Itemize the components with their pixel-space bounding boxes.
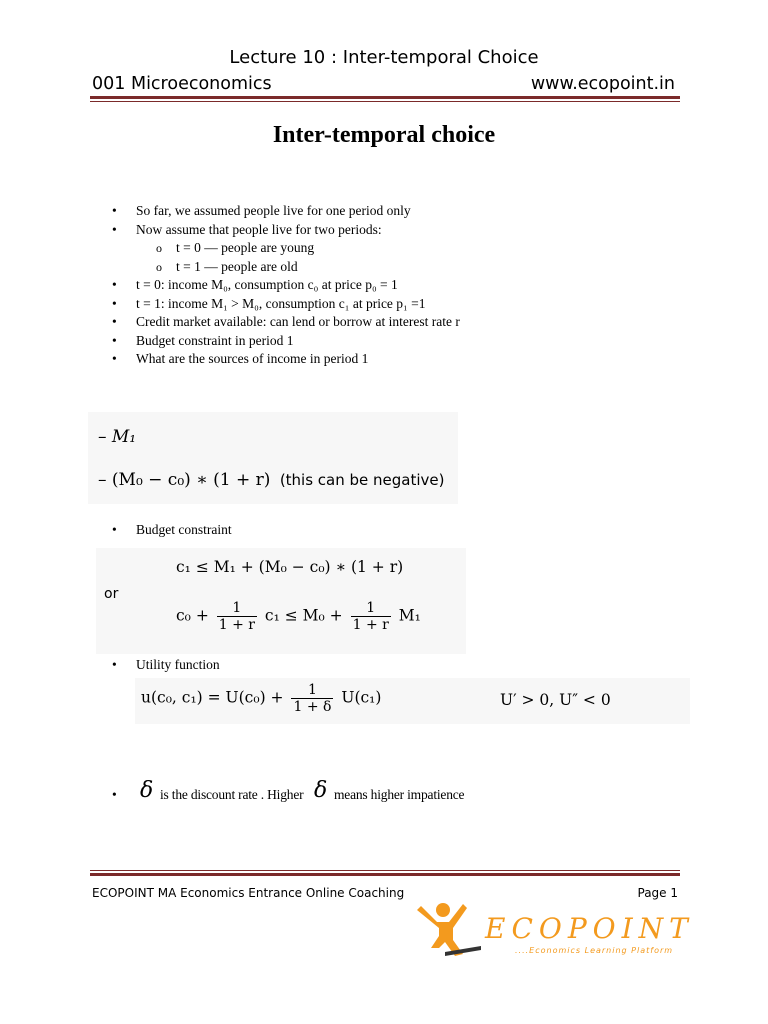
course-name: 001 Microeconomics [92,74,272,94]
list-item: • Budget constraint [110,521,232,540]
discount-text-2: means higher impatience [334,787,465,802]
delta-symbol: δ [314,778,328,803]
logo-wordmark: ECOPOINT [485,912,694,945]
bullet-list [110,202,460,369]
website-link[interactable]: www.ecopoint.in [530,74,675,94]
budget-equation-2 [176,600,421,633]
person-icon [415,900,483,960]
savings-expression: – (M₀ − c₀) ∗ (1 + r) [98,470,271,490]
utility-equation-box [135,678,690,724]
fraction [217,600,257,633]
list-item: • So far, we assumed people live for one period only [110,202,460,221]
header-rule-thin [90,101,680,102]
fraction-num: 1 [307,682,317,698]
utility-conditions: U′ > 0, U″ < 0 [500,691,611,709]
list-item: o t = 0 — people are young [110,239,460,258]
utility-rhs: U(c₁) [341,688,382,707]
discount-text-1: is the discount rate . Higher [160,787,304,802]
list-item: • Now assume that people live for two periods: [110,221,460,240]
logo-tagline: ....Economics Learning Platform [515,946,674,955]
or-label: or [104,586,119,602]
list-item: o t = 1 — people are old [110,258,460,277]
income-source-savings [98,470,445,490]
utility-bullet-list [110,656,220,675]
page-number: Page 1 [637,886,678,900]
bullet-icon: • [112,787,117,802]
budget-equation-1: c₁ ≤ M₁ + (M₀ − c₀) ∗ (1 + r) [176,558,404,576]
fraction-num: 1 [232,600,242,616]
income-sources-box [88,412,458,504]
income-source-m1: – M₁ [98,427,137,447]
list-item: • t = 0: income M₀, consumption c₀ at price p₀ = 1 [110,276,460,295]
fraction [351,600,391,633]
fraction [291,682,333,715]
list-item: • Utility function [110,656,220,675]
eq2-mid: c₁ ≤ M₀ + [264,606,343,625]
utility-equation [141,682,381,715]
list-item: • Credit market available: can lend or borrow at interest rate r [110,313,460,332]
eq2-right: M₁ [398,606,421,625]
footer-text: ECOPOINT MA Economics Entrance Online Coaching [92,886,405,900]
fraction-den: 1 + r [218,617,255,633]
list-item: • What are the sources of income in period 1 [110,350,460,369]
footer-rule [90,873,680,876]
eq2-left: c₀ + [176,606,209,625]
list-item: • t = 1: income M₁ > M₀, consumption c₁ at price p₁ =1 [110,295,460,314]
fraction-num: 1 [366,600,376,616]
page-title: Inter-temporal choice [272,122,496,148]
list-item: • Budget constraint in period 1 [110,332,460,351]
lecture-title: Lecture 10 : Inter-temporal Choice [229,47,539,68]
header-rule [90,96,680,99]
budget-bullet-list [110,521,232,540]
fraction-den: 1 + r [352,617,389,633]
delta-symbol: δ [140,778,154,803]
ecopoint-logo [415,898,694,966]
negative-note: (this can be negative) [279,471,445,489]
fraction-den: 1 + δ [293,699,332,715]
footer-rule-thin [90,870,680,871]
utility-lhs: u(c₀, c₁) = U(c₀) + [141,688,284,707]
budget-equations-box [96,548,466,654]
